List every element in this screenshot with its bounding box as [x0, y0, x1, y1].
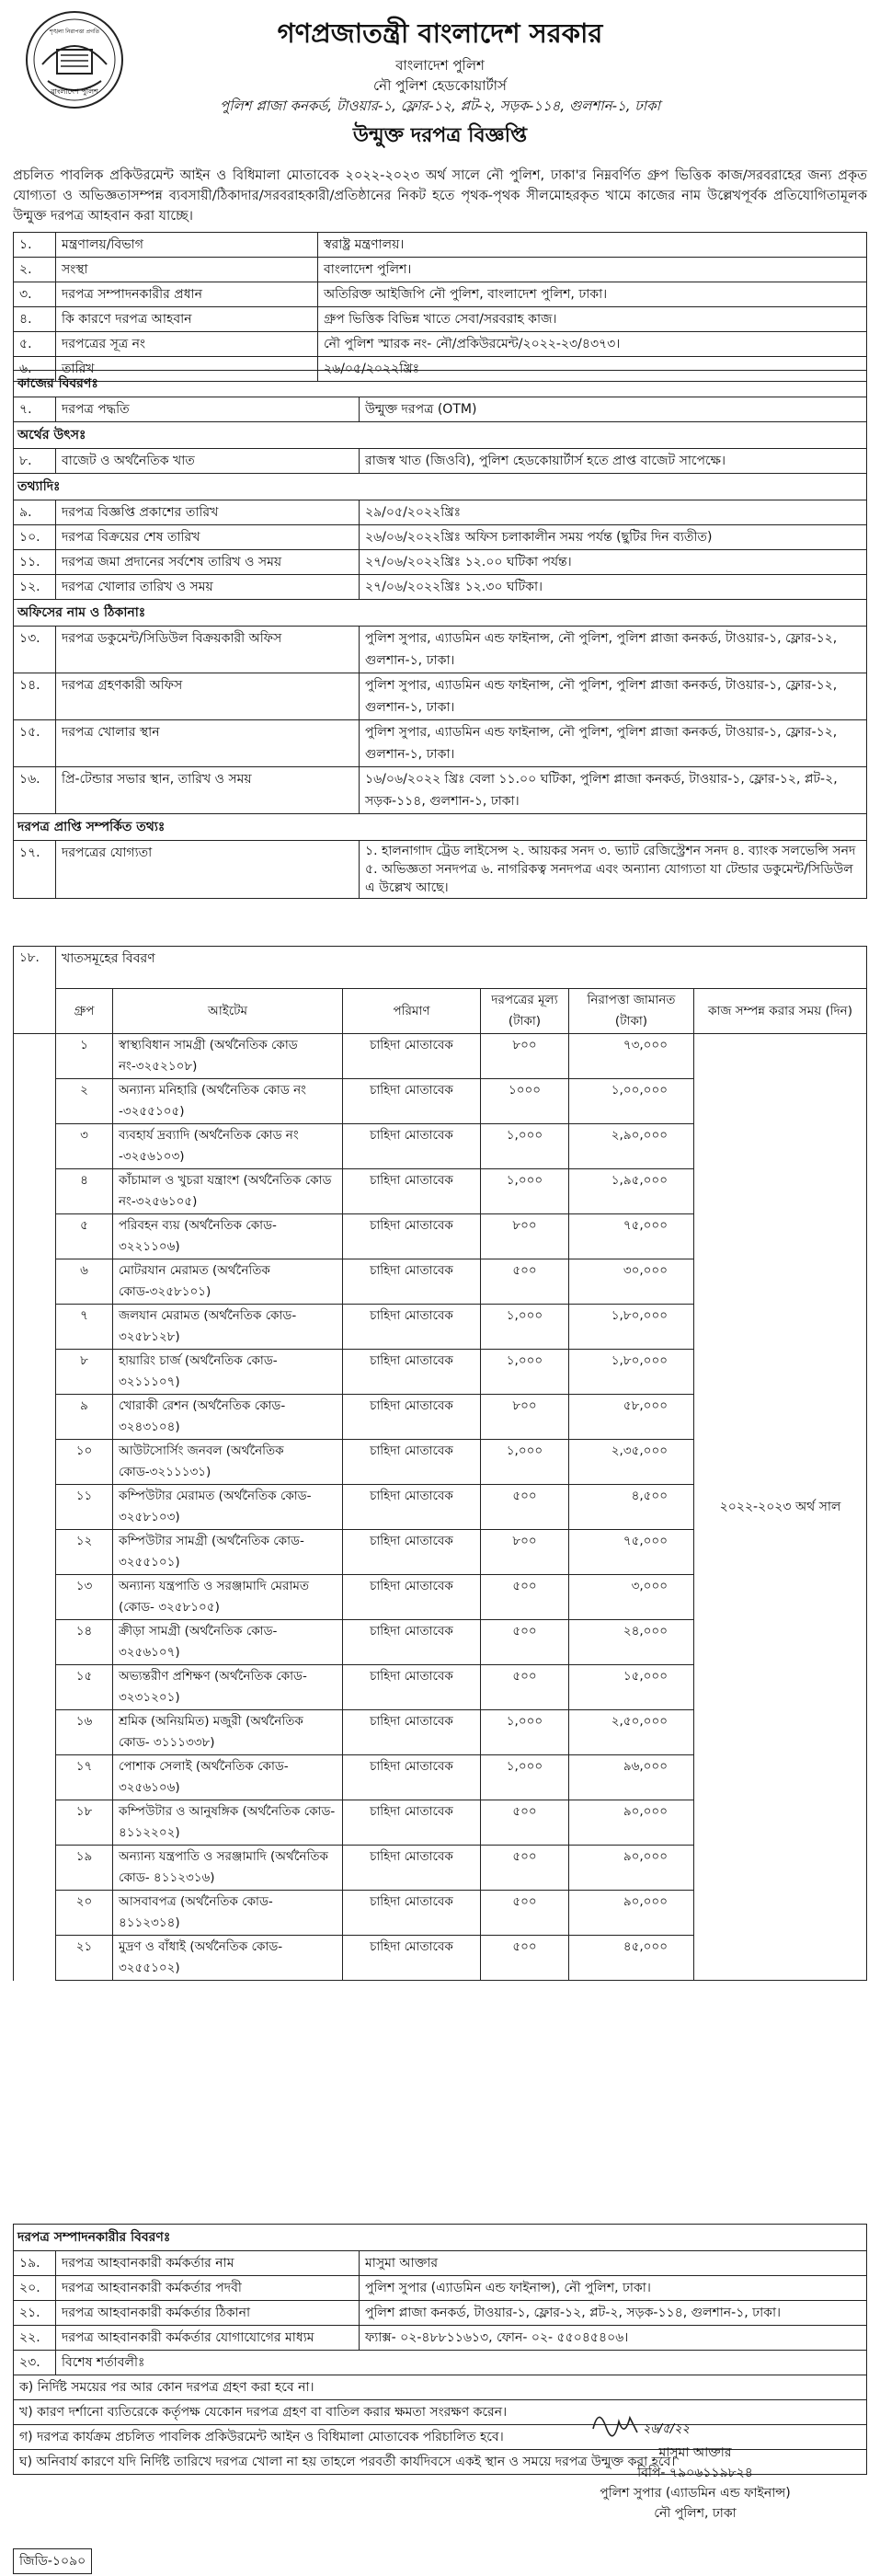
item-qty: চাহিদা মোতাবেক	[343, 1214, 481, 1259]
work-details-table	[13, 370, 867, 899]
item-security: ৯০,০০০	[569, 1891, 694, 1936]
item-qty: চাহিদা মোতাবেক	[343, 1620, 481, 1665]
header	[13, 0, 867, 147]
items-table: ১৮. খাতসমূহের বিবরণ গ্রুপ আইটেম পরিমাণ দরপত্রের মূল্য (টাকা) নিরাপত্তা জামানত (টাকা) কাজ সম্পন্ন করার সময় (দিন) ১ স্বাস্থ্যবিধান সামগ্রী (অর্থনৈতিক কোড নং-৩২৫২১০৮) চাহিদা মোতাবেক ৮০০ ৭৩,০০০ ২০২২-২০২৩ অর্থ সাল ২ অন্যান্য মনিহারি (অর্থনৈতিক কোড নং -৩২৫৫১০৫) চাহিদা মোতাবেক ১০০০ ১,০০,০০০ ৩ ব্যবহার্য দ্রব্যাদি (অর্থনৈতিক কোড নং -৩২৫৬১০৩) চাহিদা মোতাবেক ১,০০০ ২,৯০,০০০ ৪ কাঁচামাল ও খুচরা যন্ত্রাংশ (অর্থনৈতিক কোড নং-৩২৫৬১০৫) চাহিদা মোতাবেক ১,০০০ ১,৯৫,০০০ ৫ পরিবহন ব্যয় (অর্থনৈতিক কোড- ৩২২১১০৬) চাহিদা মোতাবেক ৮০০ ৭৫,০০০ ৬ মোটরযান মেরামত (অর্থনৈতিক কোড-৩২৫৮১০১) চাহিদা মোতাবেক ৫০০ ৩০,০০০ ৭ জলযান মেরামত (অর্থনৈতিক কোড- ৩২৫৮১২৮) চাহিদা মোতাবেক ১,০০০ ১,৮০,০০০ ৮ হায়ারিং চার্জ (অর্থনৈতিক কোড- ৩২১১১০৭) চাহিদা মোতাবেক ১,০০০ ১,৮০,০০০ ৯ খোরাকী রেশন (অর্থনৈতিক কোড- ৩২৪৩১০৪) চাহিদা মোতাবেক ৮০০ ৫৮,০০০ ১০ আউটসোর্সিং জনবল (অর্থনৈতিক কোড-৩২১১১৩১) চাহিদা মোতাবেক ১,০০০ ২,৩৫,০০০ ১১ কম্পিউটার মেরামত (অর্থনৈতিক কোড- ৩২৫৮১০৩) চাহিদা মোতাবেক ৫০০ ৪,৫০০ ১২ কম্পিউটার সামগ্রী (অর্থনৈতিক কোড- ৩২৫৫১০১) চাহিদা মোতাবেক ৮০০ ৭৫,০০০ ১৩ অন্যান্য যন্ত্রপাতি ও সরঞ্জামাদি মেরামত (কোড- ৩২৫৮১০৫) চাহিদা মোতাবেক ৫০০ ৩,০০০ ১৪ ক্রীড়া সামগ্রী (অর্থনৈতিক কোড- ৩২৫৬১০৭) চাহিদা মোতাবেক ৫০০ ২৪,০০০ ১৫ অভ্যন্তরীণ প্রশিক্ষণ (অর্থনৈতিক কোড- ৩২৩১২০১) চাহিদা মোতাবেক ৫০০ ১৫,০০০ ১৬ শ্রমিক (অনিয়মিত) মজুরী (অর্থনৈতিক কোড- ৩১১১৩৩৮) চাহিদা মোতাবেক ১,০০০ ২,৫০,০০০ ১৭ পোশাক সেলাই (অর্থনৈতিক কোড- ৩২৫৬১০৬) চাহিদা মোতাবেক ১,০০০ ৯৬,০০০ ১৮ কম্পিউটার ও আনুষঙ্গিক (অর্থনৈতিক কোড- ৪১১২২০২) চাহিদা মোতাবেক ৫০০ ৯০,০০০ ১৯ অন্যান্য যন্ত্রপাতি ও সরঞ্জামাদি (অর্থনৈতিক কোড- ৪১১২৩১৬) চাহিদা মোতাবেক ৫০০ ৯০,০০০ ২০ আসবাবপত্র (অর্থনৈতিক কোড- ৪১১২৩১৪) চাহিদা মোতাবেক ৫০০ ৯০,০০০ ২১ মুদ্রণ ও বাঁধাই (অর্থনৈতিক কোড- ৩২৫৫১০২) চাহিদা মোতাবেক ৫০০ ৪৫,০০০	[13, 946, 867, 1981]
item-name: খোরাকী রেশন (অর্থনৈতিক কোড- ৩২৪৩১০৪)	[113, 1395, 343, 1440]
item-name: পরিবহন ব্যয় (অর্থনৈতিক কোড- ৩২২১১০৬)	[113, 1214, 343, 1259]
item-security: ৭৫,০০০	[569, 1530, 694, 1575]
item-security: ২৪,০০০	[569, 1620, 694, 1665]
item-price: ৮০০	[481, 1530, 569, 1575]
item-security: ১,৯৫,০০০	[569, 1169, 694, 1214]
signature-block	[543, 2443, 847, 2524]
item-qty: চাহিদা মোতাবেক	[343, 1079, 481, 1124]
item-qty: চাহিদা মোতাবেক	[343, 1034, 481, 1079]
item-qty: চাহিদা মোতাবেক	[343, 1305, 481, 1350]
intro-paragraph: প্রচলিত পাবলিক প্রকিউরমেন্ট আইন ও বিধিমালা মোতাবেক ২০২২-২০২৩ অর্থ সালে নৌ পুলিশ, ঢাকা'র নিম্নবর্ণিত গ্রুপ ভিত্তিক কাজ/সরবরাহের জন্য প্রকৃত যোগ্যতা ও অভিজ্ঞতাসম্পন্ন ব্যবসায়ী/ঠিকাদার/সরবরাহকারী/প্রতিষ্ঠানের নিকট হতে পৃথক-পৃথক সীলমোহরকৃত খামে কাজের নাম উল্লেখপূর্বক প্রতিযোগিতামূলক উন্মুক্ত দরপত্র আহবান করা যাচ্ছে।	[13, 168, 867, 224]
item-security: ১,৮০,০০০	[569, 1350, 694, 1395]
table-row: ২১. দরপত্র আহবানকারী কর্মকর্তার ঠিকানা পুলিশ প্লাজা কনকর্ড, টাওয়ার-১, ফ্লোর-১২, প্লট-২, সড়ক-১১৪, গুলশান-১, ঢাকা।	[14, 2301, 867, 2326]
section-heading: দরপত্র প্রাপ্তি সম্পর্কিত তথ্যঃ	[14, 814, 867, 841]
item-price: ১,০০০	[481, 1169, 569, 1214]
item-price: ১০০০	[481, 1079, 569, 1124]
item-name: স্বাস্থ্যবিধান সামগ্রী (অর্থনৈতিক কোড নং-৩২৫২১০৮)	[113, 1034, 343, 1079]
item-name: জলযান মেরামত (অর্থনৈতিক কোড- ৩২৫৮১২৮)	[113, 1305, 343, 1350]
group-no: ২১	[56, 1936, 113, 1981]
gd-code: জিডি-১০৯০	[13, 2548, 92, 2574]
item-security: ৯০,০০০	[569, 1800, 694, 1846]
unit-name: নৌ পুলিশ হেডকোয়ার্টার্স	[373, 77, 507, 94]
table-row: ২০. দরপত্র আহবানকারী কর্মকর্তার পদবী পুলিশ সুপার (এ্যাডমিন এন্ড ফাইনান্স), নৌ পুলিশ, ঢাকা।	[14, 2276, 867, 2301]
item-price: ৫০০	[481, 1846, 569, 1891]
item-price: ১,০০০	[481, 1305, 569, 1350]
item-price: ৫০০	[481, 1259, 569, 1305]
item-name: আউটসোর্সিং জনবল (অর্থনৈতিক কোড-৩২১১১৩১)	[113, 1440, 343, 1485]
item-price: ১,০০০	[481, 1440, 569, 1485]
group-no: ১৬	[56, 1710, 113, 1755]
item-security: ৫৮,০০০	[569, 1395, 694, 1440]
signature-mark-icon	[586, 2401, 724, 2445]
item-price: ৮০০	[481, 1214, 569, 1259]
item-name: অন্যান্য মনিহারি (অর্থনৈতিক কোড নং -৩২৫৫১০৫)	[113, 1079, 343, 1124]
item-qty: চাহিদা মোতাবেক	[343, 1485, 481, 1530]
item-name: আসবাবপত্র (অর্থনৈতিক কোড- ৪১১২৩১৪)	[113, 1891, 343, 1936]
group-no: ১৯	[56, 1846, 113, 1891]
section-heading: তথ্যাদিঃ	[14, 474, 867, 500]
item-price: ৮০০	[481, 1034, 569, 1079]
table-row: ১৪. দরপত্র গ্রহণকারী অফিস পুলিশ সুপার, এ্যাডমিন এন্ড ফাইনান্স, নৌ পুলিশ, পুলিশ প্লাজা কনকর্ড, টাওয়ার-১, ফ্লোর-১২, গুলশান-১, ঢাকা।	[14, 673, 867, 720]
item-security: ২,৯০,০০০	[569, 1124, 694, 1169]
item-security: ৭৫,০০০	[569, 1214, 694, 1259]
item-qty: চাহিদা মোতাবেক	[343, 1800, 481, 1846]
item-security: ৭৩,০০০	[569, 1034, 694, 1079]
group-no: ৯	[56, 1395, 113, 1440]
item-name: অভ্যন্তরীণ প্রশিক্ষণ (অর্থনৈতিক কোড- ৩২৩১২০১)	[113, 1665, 343, 1710]
item-price: ১,০০০	[481, 1755, 569, 1800]
condition-row: ক) নির্দিষ্ট সময়ের পর আর কোন দরপত্র গ্রহণ করা হবে না।	[14, 2375, 867, 2400]
item-qty: চাহিদা মোতাবেক	[343, 1124, 481, 1169]
item-name: পোশাক সেলাই (অর্থনৈতিক কোড- ৩২৫৬১০৬)	[113, 1755, 343, 1800]
eligibility-row: ১৭. দরপত্রের যোগ্যতা ১. হালনাগাদ ট্রেড লাইসেন্স ২. আয়কর সনদ ৩. ভ্যাট রেজিস্ট্রেশন সনদ ৪. ব্যাংক সলভেন্সি সনদ ৫. অভিজ্ঞতা সনদপত্র ৬. নাগরিকত্ব সনদপত্র এবং অন্যান্য যোগ্যতা যা টেন্ডার ডকুমেন্ট/সিডিউল এ উল্লেখ আছে।	[14, 841, 867, 899]
item-name: মোটরযান মেরামত (অর্থনৈতিক কোড-৩২৫৮১০১)	[113, 1259, 343, 1305]
item-name: ব্যবহার্য দ্রব্যাদি (অর্থনৈতিক কোড নং -৩২৫৬১০৩)	[113, 1124, 343, 1169]
table-row: ১০. দরপত্র বিক্রয়ের শেষ তারিখ ২৬/০৬/২০২২খ্রিঃ অফিস চলাকালীন সময় পর্যন্ত (ছুটির দিন ব্যতীত)	[14, 525, 867, 550]
group-no: ১	[56, 1034, 113, 1079]
item-price: ১,০০০	[481, 1124, 569, 1169]
item-security: ৪,৫০০	[569, 1485, 694, 1530]
item-name: অন্যান্য যন্ত্রপাতি ও সরঞ্জামাদি (অর্থনৈতিক কোড- ৪১১২৩১৬)	[113, 1846, 343, 1891]
signer-org: নৌ পুলিশ, ঢাকা	[654, 2506, 737, 2521]
table-row: ১. মন্ত্রণালয়/বিভাগ স্বরাষ্ট্র মন্ত্রণালয়।	[14, 233, 867, 258]
svg-text:বাংলাদেশ পুলিশ: বাংলাদেশ পুলিশ	[51, 87, 98, 96]
item-price: ৫০০	[481, 1575, 569, 1620]
item-qty: চাহিদা মোতাবেক	[343, 1936, 481, 1981]
item-security: ৯০,০০০	[569, 1846, 694, 1891]
item-row	[14, 1034, 867, 1079]
table-row: ৪. কি কারণে দরপত্র আহবান গ্রুপ ভিত্তিক বিভিন্ন খাতে সেবা/সরবরাহ কাজ।	[14, 307, 867, 332]
section-heading: অফিসের নাম ও ঠিকানাঃ	[14, 600, 867, 627]
item-price: ৫০০	[481, 1936, 569, 1981]
item-price: ৫০০	[481, 1485, 569, 1530]
table-row: ২. সংস্থা বাংলাদেশ পুলিশ।	[14, 258, 867, 282]
section-heading: অর্থের উৎসঃ	[14, 422, 867, 449]
item-qty: চাহিদা মোতাবেক	[343, 1259, 481, 1305]
group-no: ৫	[56, 1214, 113, 1259]
group-no: ১০	[56, 1440, 113, 1485]
group-no: ১১	[56, 1485, 113, 1530]
item-name: কম্পিউটার ও আনুষঙ্গিক (অর্থনৈতিক কোড- ৪১১২২০২)	[113, 1800, 343, 1846]
item-price: ১,০০০	[481, 1710, 569, 1755]
item-security: ২,৩৫,০০০	[569, 1440, 694, 1485]
group-no: ১৫	[56, 1665, 113, 1710]
section-heading: দরপত্র সম্পাদনকারীর বিবরণঃ	[14, 2225, 867, 2251]
item-name: মুদ্রণ ও বাঁধাই (অর্থনৈতিক কোড- ৩২৫৫১০২)	[113, 1936, 343, 1981]
group-no: ১৭	[56, 1755, 113, 1800]
section-heading: কাজের বিবরণঃ	[14, 371, 867, 397]
item-security: ৯৬,০০০	[569, 1755, 694, 1800]
conditions-heading-row: ২৩. বিশেষ শর্তাবলীঃ	[14, 2351, 867, 2375]
svg-text:শৃঙ্খলা নিরাপত্তা প্রগতি: শৃঙ্খলা নিরাপত্তা প্রগতি	[49, 29, 100, 35]
group-no: ৮	[56, 1350, 113, 1395]
item-name: হায়ারিং চার্জ (অর্থনৈতিক কোড- ৩২১১১০৭)	[113, 1350, 343, 1395]
item-qty: চাহিদা মোতাবেক	[343, 1665, 481, 1710]
table-row: ১৩. দরপত্র ডকুমেন্ট/সিডিউল বিক্রয়কারী অফিস পুলিশ সুপার, এ্যাডমিন এন্ড ফাইনান্স, নৌ পুলিশ, পুলিশ প্লাজা কনকর্ড, টাওয়ার-১, ফ্লোর-১২, গুলশান-১, ঢাকা।	[14, 627, 867, 673]
table-row: ১৫. দরপত্র খোলার স্থান পুলিশ সুপার, এ্যাডমিন এন্ড ফাইনান্স, নৌ পুলিশ, পুলিশ প্লাজা কনকর্ড, টাওয়ার-১, ফ্লোর-১২, গুলশান-১, ঢাকা।	[14, 720, 867, 767]
page-title: গণপ্রজাতন্ত্রী বাংলাদেশ সরকার	[277, 17, 603, 49]
item-security: ২,৫০,০০০	[569, 1710, 694, 1755]
table-row: ৯. দরপত্র বিজ্ঞপ্তি প্রকাশের তারিখ ২৯/০৫/২০২২খ্রিঃ	[14, 500, 867, 525]
table-row: ১৬. প্রি-টেন্ডার সভার স্থান, তারিখ ও সময় ১৬/০৬/২০২২ খ্রিঃ বেলা ১১.০০ ঘটিকা, পুলিশ প্লাজা কনকর্ড, টাওয়ার-১, ফ্লোর-১২, প্লট-২, সড়ক-১১৪, গুলশান-১, ঢাকা।	[14, 767, 867, 814]
item-price: ৮০০	[481, 1395, 569, 1440]
item-security: ১,৮০,০০০	[569, 1305, 694, 1350]
item-qty: চাহিদা মোতাবেক	[343, 1169, 481, 1214]
org-name: বাংলাদেশ পুলিশ	[395, 57, 485, 74]
item-name: কাঁচামাল ও খুচরা যন্ত্রাংশ (অর্থনৈতিক কোড নং-৩২৫৬১০৫)	[113, 1169, 343, 1214]
group-no: ১৮	[56, 1800, 113, 1846]
completion-period: ২০২২-২০২৩ অর্থ সাল	[694, 1034, 867, 1981]
general-info-table	[13, 232, 867, 382]
table-row: ৭. দরপত্র পদ্ধতি উন্মুক্ত দরপত্র (OTM)	[14, 397, 867, 422]
table-row: ৩. দরপত্র সম্পাদনকারীর প্রধান অতিরিক্ত আইজিপি নৌ পুলিশ, বাংলাদেশ পুলিশ, ঢাকা।	[14, 282, 867, 307]
item-qty: চাহিদা মোতাবেক	[343, 1755, 481, 1800]
group-no: ৪	[56, 1169, 113, 1214]
condition-row: গ) দরপত্র কার্যক্রম প্রচলিত পাবলিক প্রকিউরমেন্ট আইন ও বিধিমালা মোতাবেক পরিচালিত হবে।	[14, 2425, 867, 2450]
item-qty: চাহিদা মোতাবেক	[343, 1530, 481, 1575]
item-price: ৫০০	[481, 1800, 569, 1846]
item-qty: চাহিদা মোতাবেক	[343, 1350, 481, 1395]
svg-text:২৬/৫/২২: ২৬/৫/২২	[643, 2422, 691, 2436]
table-row: ১৯. দরপত্র আহবানকারী কর্মকর্তার নাম মাসুমা আক্তার	[14, 2251, 867, 2276]
group-no: ১৪	[56, 1620, 113, 1665]
officer-table	[13, 2224, 867, 2475]
item-qty: চাহিদা মোতাবেক	[343, 1891, 481, 1936]
signer-bp: বিপি- ৭৯০৬১১৯৮২৪	[637, 2466, 753, 2480]
item-price: ১,০০০	[481, 1350, 569, 1395]
address: পুলিশ প্লাজা কনকর্ড, টাওয়ার-১, ফ্লোর-১২, প্লট-২, সড়ক-১১৪, গুলশান-১, ঢাকা	[220, 98, 660, 114]
item-security: ৩০,০০০	[569, 1259, 694, 1305]
item-name: অন্যান্য যন্ত্রপাতি ও সরঞ্জামাদি মেরামত (কোড- ৩২৫৮১০৫)	[113, 1575, 343, 1620]
table-row: ৮. বাজেট ও অর্থনৈতিক খাত রাজস্ব খাত (জিওবি), পুলিশ হেডকোয়ার্টার্স হতে প্রাপ্ত বাজেট সাপেক্ষে।	[14, 449, 867, 474]
item-qty: চাহিদা মোতাবেক	[343, 1710, 481, 1755]
item-security: ৩,০০০	[569, 1575, 694, 1620]
group-no: ১৩	[56, 1575, 113, 1620]
item-security: ১,০০,০০০	[569, 1079, 694, 1124]
signer-name: মাসুমা আক্তার	[658, 2445, 732, 2460]
item-security: ১৫,০০০	[569, 1665, 694, 1710]
item-name: ক্রীড়া সামগ্রী (অর্থনৈতিক কোড- ৩২৫৬১০৭)	[113, 1620, 343, 1665]
group-no: ২০	[56, 1891, 113, 1936]
group-no: ১২	[56, 1530, 113, 1575]
item-name: কম্পিউটার সামগ্রী (অর্থনৈতিক কোড- ৩২৫৫১০১)	[113, 1530, 343, 1575]
item-qty: চাহিদা মোতাবেক	[343, 1846, 481, 1891]
item-price: ৫০০	[481, 1665, 569, 1710]
table-row: ১১. দরপত্র জমা প্রদানের সর্বশেষ তারিখ ও সময় ২৭/০৬/২০২২খ্রিঃ ১২.০০ ঘটিকা পর্যন্ত।	[14, 550, 867, 575]
item-security: ৪৫,০০০	[569, 1936, 694, 1981]
group-no: ৩	[56, 1124, 113, 1169]
group-no: ২	[56, 1079, 113, 1124]
table-row: ৬. তারিখ ২৬/০৫/২০২২খ্রিঃ	[14, 357, 867, 382]
item-price: ৫০০	[481, 1620, 569, 1665]
table-row: ৫. দরপত্রের সূত্র নং নৌ পুলিশ স্মারক নং- নৌ/প্রকিউরমেন্ট/২০২২-২৩/৪৩৭৩।	[14, 332, 867, 357]
item-qty: চাহিদা মোতাবেক	[343, 1395, 481, 1440]
item-name: শ্রমিক (অনিয়মিত) মজুরী (অর্থনৈতিক কোড- ৩১১১৩৩৮)	[113, 1710, 343, 1755]
group-no: ৭	[56, 1305, 113, 1350]
item-qty: চাহিদা মোতাবেক	[343, 1440, 481, 1485]
item-qty: চাহিদা মোতাবেক	[343, 1575, 481, 1620]
table-row: ২২. দরপত্র আহবানকারী কর্মকর্তার যোগাযোগের মাধ্যম ফ্যাক্স- ০২-৪৮৮১১৬১৩, ফোন- ০২- ৫৫০৪৫৪০৬।	[14, 2326, 867, 2351]
condition-row: খ) কারণ দর্শানো ব্যতিরেকে কর্তৃপক্ষ যেকোন দরপত্র গ্রহণ বা বাতিল করার ক্ষমতা সংরক্ষণ করেন।	[14, 2400, 867, 2425]
condition-row: ঘ) অনিবার্য কারণে যদি নির্দিষ্ট তারিখে দরপত্র খোলা না হয় তাহলে পরবর্তী কার্যদিবসে একই স্থান ও সময়ে দরপত্র উন্মুক্ত করা হবে।	[14, 2450, 867, 2475]
table-row: ১২. দরপত্র খোলার তারিখ ও সময় ২৭/০৬/২০২২খ্রিঃ ১২.৩০ ঘটিকা।	[14, 575, 867, 600]
signer-designation: পুলিশ সুপার (এ্যাডমিন এন্ড ফাইনান্স)	[600, 2486, 791, 2501]
notice-title: উন্মুক্ত দরপত্র বিজ্ঞপ্তি	[352, 124, 528, 147]
item-price: ৫০০	[481, 1891, 569, 1936]
item-name: কম্পিউটার মেরামত (অর্থনৈতিক কোড- ৩২৫৮১০৩)	[113, 1485, 343, 1530]
group-no: ৬	[56, 1259, 113, 1305]
